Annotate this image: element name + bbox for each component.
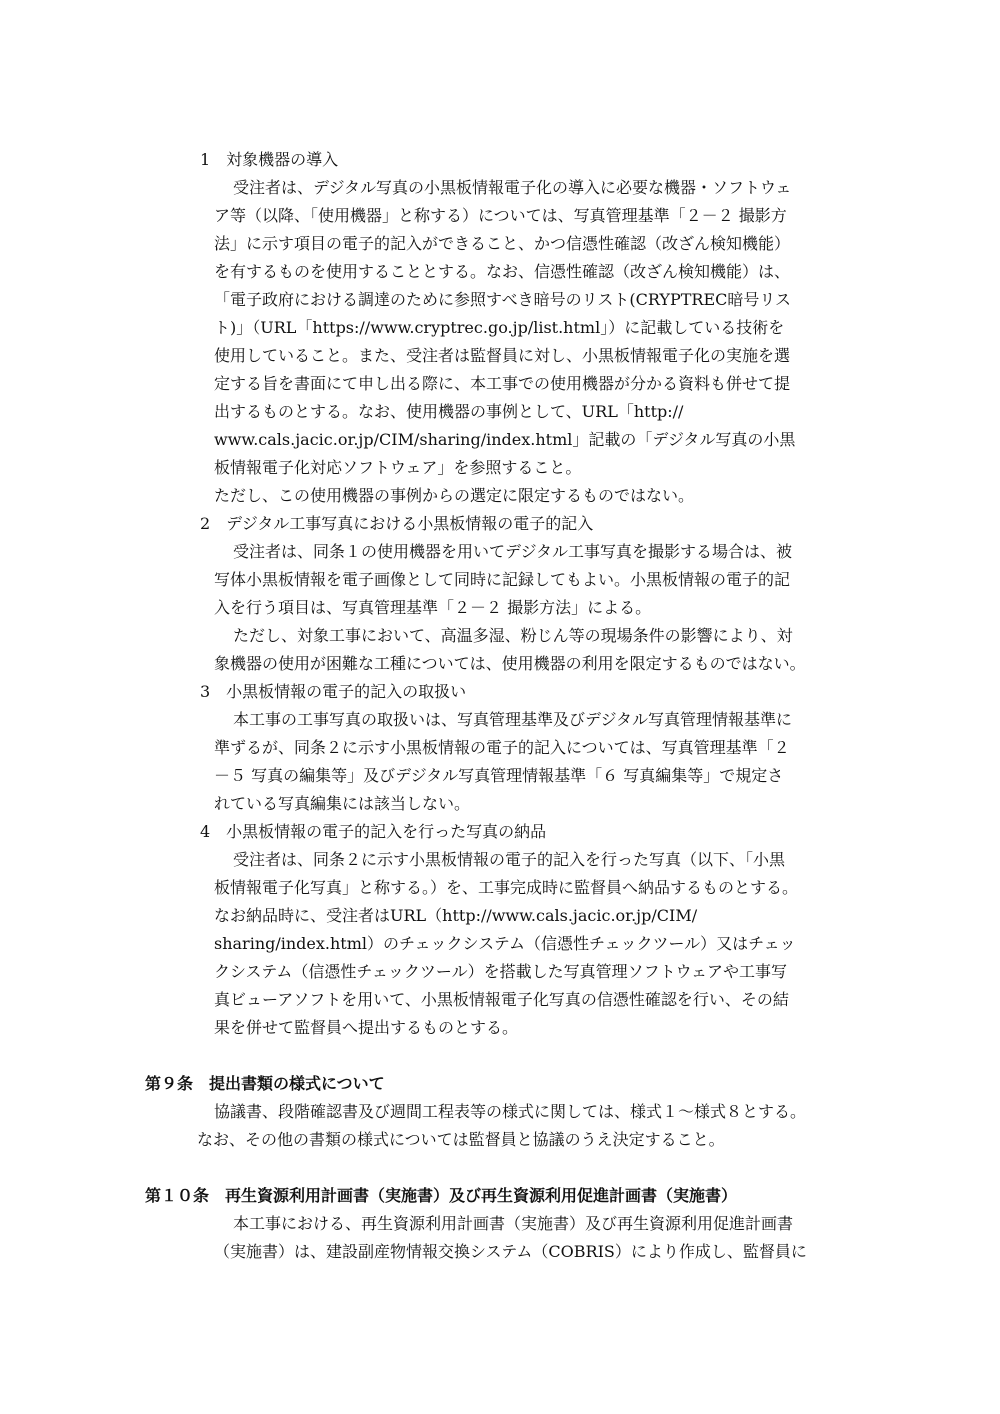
item-3-line-2: 準ずるが、同条２に示す小黒板情報の電子的記入については、写真管理基準「２ xyxy=(214,738,790,757)
item-4-line-2: 板情報電子化写真」と称する。）を、工事完成時に監督員へ納品するものとする。 xyxy=(214,878,799,897)
item-3-heading: 3 小黒板情報の電子的記入の取扱い xyxy=(200,682,467,701)
article-9-line-1: 協議書、段階確認書及び週間工程表等の様式に関しては、様式１～様式８とする。 xyxy=(214,1102,807,1121)
item-4-line-7: 果を併せて監督員へ提出するものとする。 xyxy=(214,1018,519,1037)
item-1-line-11: 板情報電子化対応ソフトウェア」を参照すること。 xyxy=(214,458,582,477)
article-10-title: 第１０条 再生資源利用計画書（実施書）及び再生資源利用促進計画書（実施書） xyxy=(145,1186,738,1205)
item-1-line-3: 法」に示す項目の電子的記入ができること、かつ信憑性確認（改ざん検知機能） xyxy=(214,234,791,253)
item-4-line-3: なお納品時に、受注者はURL（http://www.cals.jacic.or.jp/CIM/ xyxy=(214,906,698,925)
item-1-line-10: www.cals.jacic.or.jp/CIM/sharing/index.html」記載の「デジタル写真の小黒 xyxy=(214,430,796,449)
item-2-line-2: 写体小黒板情報を電子画像として同時に記録してもよい。小黒板情報の電子的記 xyxy=(214,570,791,589)
article-10-line-2: （実施書）は、建設副産物情報交換システム（COBRIS）により作成し、監督員に xyxy=(214,1242,807,1261)
item-4-line-1: 受注者は、同条２に示す小黒板情報の電子的記入を行った写真（以下、「小黒 xyxy=(233,850,786,869)
item-4-line-6: 真ビューアソフトを用いて、小黒板情報電子化写真の信憑性確認を行い、その結 xyxy=(214,990,789,1009)
item-1-line-6: ト)」（URL「https://www.cryptrec.go.jp/list.html」）に記載している技術を xyxy=(214,318,785,337)
item-1-line-4: を有するものを使用することとする。なお、信憑性確認（改ざん検知機能）は、 xyxy=(214,262,791,281)
article-10-line-1: 本工事における、再生資源利用計画書（実施書）及び再生資源利用促進計画書 xyxy=(233,1214,794,1233)
item-1-line-9: 出するものとする。なお、使用機器の事例として、URL「http:// xyxy=(214,402,684,421)
item-2-heading: 2 デジタル工事写真における小黒板情報の電子的記入 xyxy=(200,514,594,533)
article-9-line-2: なお、その他の書類の様式については監督員と協議のうえ決定すること。 xyxy=(197,1130,725,1149)
article-9-title: 第９条 提出書類の様式について xyxy=(145,1074,385,1093)
item-1-line-7: 使用していること。また、受注者は監督員に対し、小黒板情報電子化の実施を選 xyxy=(214,346,791,365)
item-3-line-1: 本工事の工事写真の取扱いは、写真管理基準及びデジタル写真管理情報基準に xyxy=(233,710,793,729)
item-3-line-3: －５ 写真の編集等」及びデジタル写真管理情報基準「６ 写真編集等」で規定さ xyxy=(214,766,784,785)
item-3-line-4: れている写真編集には該当しない。 xyxy=(214,794,471,813)
item-2-line-1: 受注者は、同条１の使用機器を用いてデジタル工事写真を撮影する場合は、被 xyxy=(233,542,793,561)
item-1-line-8: 定する旨を書面にて申し出る際に、本工事での使用機器が分かる資料も併せて提 xyxy=(214,374,791,393)
item-1-heading: 1 対象機器の導入 xyxy=(200,150,339,169)
item-4-heading: 4 小黒板情報の電子的記入を行った写真の納品 xyxy=(200,822,547,841)
item-1-line-1: 受注者は、デジタル写真の小黒板情報電子化の導入に必要な機器・ソフトウェ xyxy=(233,178,792,197)
item-1-line-2: ア等（以降、「使用機器」と称する）については、写真管理基準「２－２ 撮影方 xyxy=(214,206,787,225)
item-2-line-3: 入を行う項目は、写真管理基準「２－２ 撮影方法」による。 xyxy=(214,598,652,617)
item-2-line-4: ただし、対象工事において、高温多湿、粉じん等の現場条件の影響により、対 xyxy=(233,626,793,645)
item-4-line-5: クシステム（信憑性チェックツール）を搭載した写真管理ソフトウェアや工事写 xyxy=(214,962,787,981)
item-4-line-4: sharing/index.html）のチェックシステム（信憑性チェックツール）又はチェッ xyxy=(214,934,796,953)
item-1-line-12: ただし、この使用機器の事例からの選定に限定するものではない。 xyxy=(214,486,695,505)
item-1-line-5: 「電子政府における調達のために参照すべき暗号のリスト(CRYPTREC暗号リス xyxy=(214,290,792,309)
item-2-line-5: 象機器の使用が困難な工種については、使用機器の利用を限定するものではない。 xyxy=(214,654,806,673)
